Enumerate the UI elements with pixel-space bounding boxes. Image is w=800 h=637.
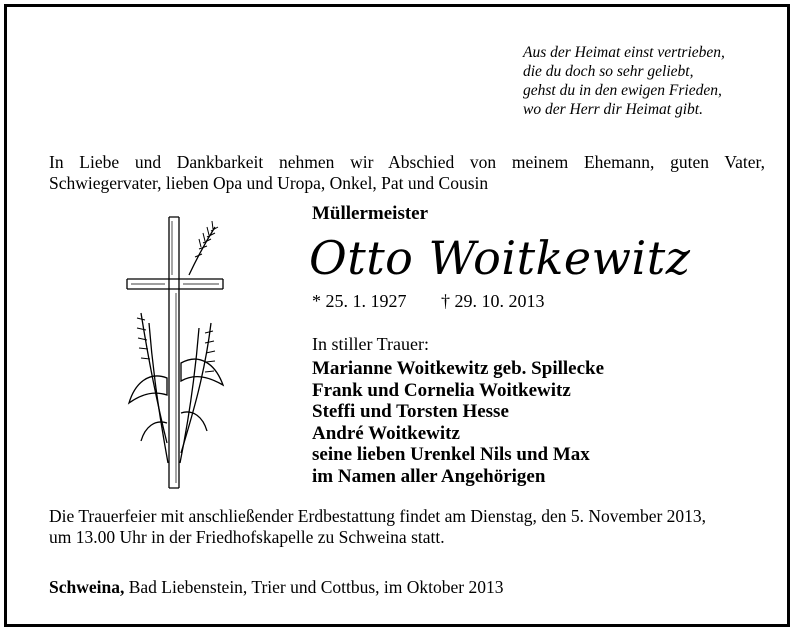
birth-date: * 25. 1. 1927 — [312, 291, 407, 311]
funeral-line: Die Trauerfeier mit anschließender Erdbestattung findet am Dienstag, den 5. November 2013, — [49, 506, 707, 526]
obituary-frame — [4, 4, 790, 627]
mourner: seine lieben Urenkel Nils und Max — [312, 444, 590, 465]
mourner: im Namen aller Angehörigen — [312, 465, 546, 487]
mourning-label: In stiller Trauer: — [312, 334, 429, 354]
poem-line: die du doch so sehr geliebt, — [523, 63, 694, 80]
poem-line: gehst du in den ewigen Frieden, — [523, 82, 722, 99]
mourner: Marianne Woitkewitz geb. Spillecke — [312, 358, 605, 379]
deceased-name: Otto Woitkewitz — [309, 231, 691, 285]
mourners-list — [312, 358, 604, 487]
life-dates — [312, 291, 545, 312]
funeral-line: um 13.00 Uhr in der Friedhofskapelle zu Schweina statt. — [49, 527, 445, 547]
town-name: Schweina, — [49, 577, 125, 597]
place-rest: Bad Liebenstein, Trier und Cottbus, im Oktober 2013 — [124, 577, 504, 597]
place-date-line — [49, 577, 504, 598]
mourner: Frank und Cornelia Woitkewitz — [312, 379, 571, 401]
intro-text — [49, 152, 765, 194]
funeral-info — [49, 506, 765, 548]
poem — [523, 43, 773, 119]
profession: Müllermeister — [312, 203, 429, 224]
death-date: † 29. 10. 2013 — [441, 291, 545, 311]
intro-line: In Liebe und Dankbarkeit nehmen wir Abschied von meinem Ehemann, guten Vater, — [49, 152, 765, 172]
poem-line: Aus der Heimat einst vertrieben, — [523, 44, 725, 61]
mourner: Steffi und Torsten Hesse — [312, 401, 509, 422]
mourner: André Woitkewitz — [312, 422, 460, 444]
cross-with-wheat-icon — [119, 213, 239, 493]
intro-line: Schwiegervater, lieben Opa und Uropa, Onkel, Pat und Cousin — [49, 173, 489, 193]
poem-line: wo der Herr dir Heimat gibt. — [523, 101, 703, 118]
